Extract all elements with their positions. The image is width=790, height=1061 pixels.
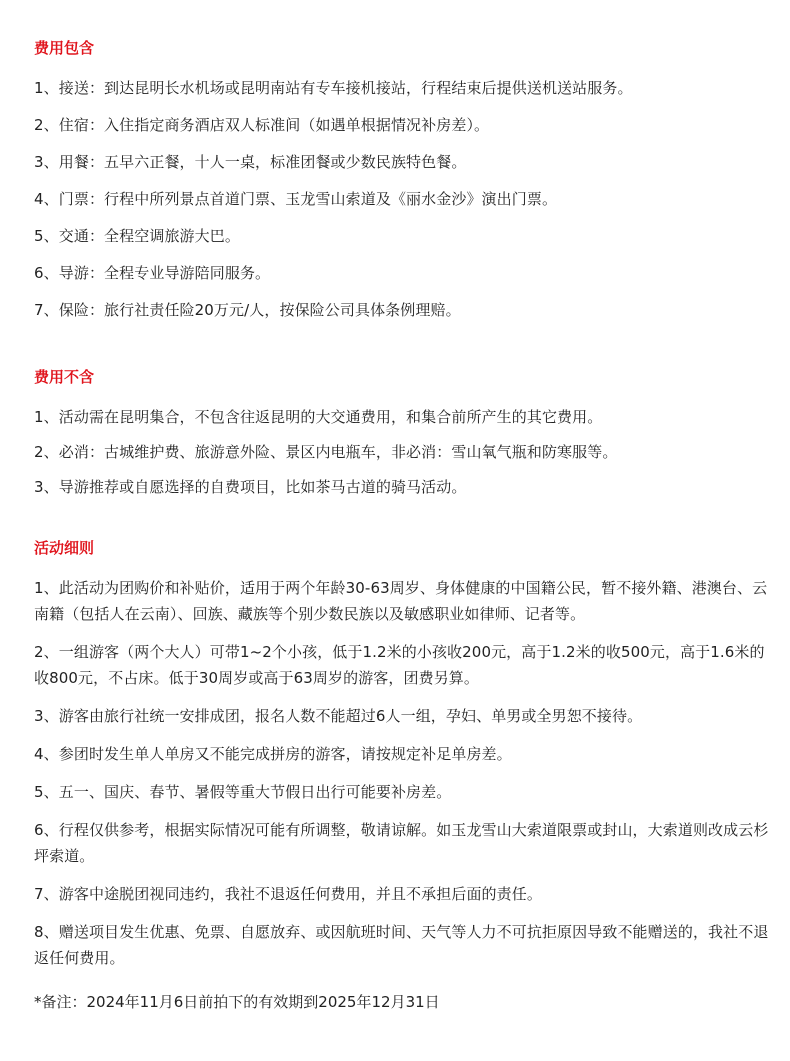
fees-included-item: 4、门票：行程中所列景点首道门票、玉龙雪山索道及《丽水金沙》演出门票。 xyxy=(34,190,558,208)
rules-item: 1、此活动为团购价和补贴价，适用于两个年龄30-63周岁、身体健康的中国籍公民，暂不接外籍、港澳台、云南籍（包括人在云南）、回族、藏族等个别少数民族以及敏感职业如律师、记者等。 xyxy=(34,579,768,623)
fees-excluded-list xyxy=(34,404,772,500)
rules-item: 5、五一、国庆、春节、暑假等重大节假日出行可能要补房差。 xyxy=(34,783,452,801)
fees-included-item: 3、用餐：五早六正餐，十人一桌，标准团餐或少数民族特色餐。 xyxy=(34,153,467,171)
rules-item: 3、游客由旅行社统一安排成团，报名人数不能超过6人一组，孕妇、单男或全男恕不接待。 xyxy=(34,707,643,725)
fees-excluded-item: 3、导游推荐或自愿选择的自费项目，比如茶马古道的骑马活动。 xyxy=(34,478,467,496)
fees-included-item: 5、交通：全程空调旅游大巴。 xyxy=(34,227,240,245)
fees-included-list xyxy=(34,75,772,323)
rules-item: 6、行程仅供参考，根据实际情况可能有所调整，敬请谅解。如玉龙雪山大索道限票或封山，大索道则改成云杉坪索道。 xyxy=(34,821,769,865)
rules-list xyxy=(34,575,772,971)
fees-included-item: 6、导游：全程专业导游陪同服务。 xyxy=(34,264,271,282)
rules-heading: 活动细则 xyxy=(34,539,95,557)
fees-included-heading: 费用包含 xyxy=(34,39,95,57)
fees-excluded-item: 2、必消：古城维护费、旅游意外险、景区内电瓶车，非必消：雪山氧气瓶和防寒服等。 xyxy=(34,443,618,461)
fees-included-item: 7、保险：旅行社责任险20万元/人，按保险公司具体条例理赔。 xyxy=(34,301,461,319)
validity-note: *备注：2024年11月6日前拍下的有效期到2025年12月31日 xyxy=(34,993,440,1011)
rules-item: 2、一组游客（两个大人）可带1~2个小孩，低于1.2米的小孩收200元，高于1.2米的收500元，高于1.6米的收800元，不占床。低于30周岁或高于63周岁的游客，团费另算。 xyxy=(34,643,765,687)
fees-included-item: 2、住宿：入住指定商务酒店双人标准间（如遇单根据情况补房差）。 xyxy=(34,116,490,134)
rules-item: 7、游客中途脱团视同违约，我社不退返任何费用，并且不承担后面的责任。 xyxy=(34,885,542,903)
fees-excluded-item: 1、活动需在昆明集合，不包含往返昆明的大交通费用，和集合前所产生的其它费用。 xyxy=(34,408,603,426)
rules-item: 4、参团时发生单人单房又不能完成拼房的游客，请按规定补足单房差。 xyxy=(34,745,512,763)
fees-included-item: 1、接送：到达昆明长水机场或昆明南站有专车接机接站，行程结束后提供送机送站服务。 xyxy=(34,79,633,97)
fees-included-section xyxy=(34,38,772,323)
rules-item: 8、赠送项目发生优惠、免票、自愿放弃、或因航班时间、天气等人力不可抗拒原因导致不能赠送的，我社不退返任何费用。 xyxy=(34,923,769,967)
fees-excluded-section xyxy=(34,367,772,500)
fees-excluded-heading: 费用不含 xyxy=(34,368,95,386)
rules-section xyxy=(34,538,772,971)
